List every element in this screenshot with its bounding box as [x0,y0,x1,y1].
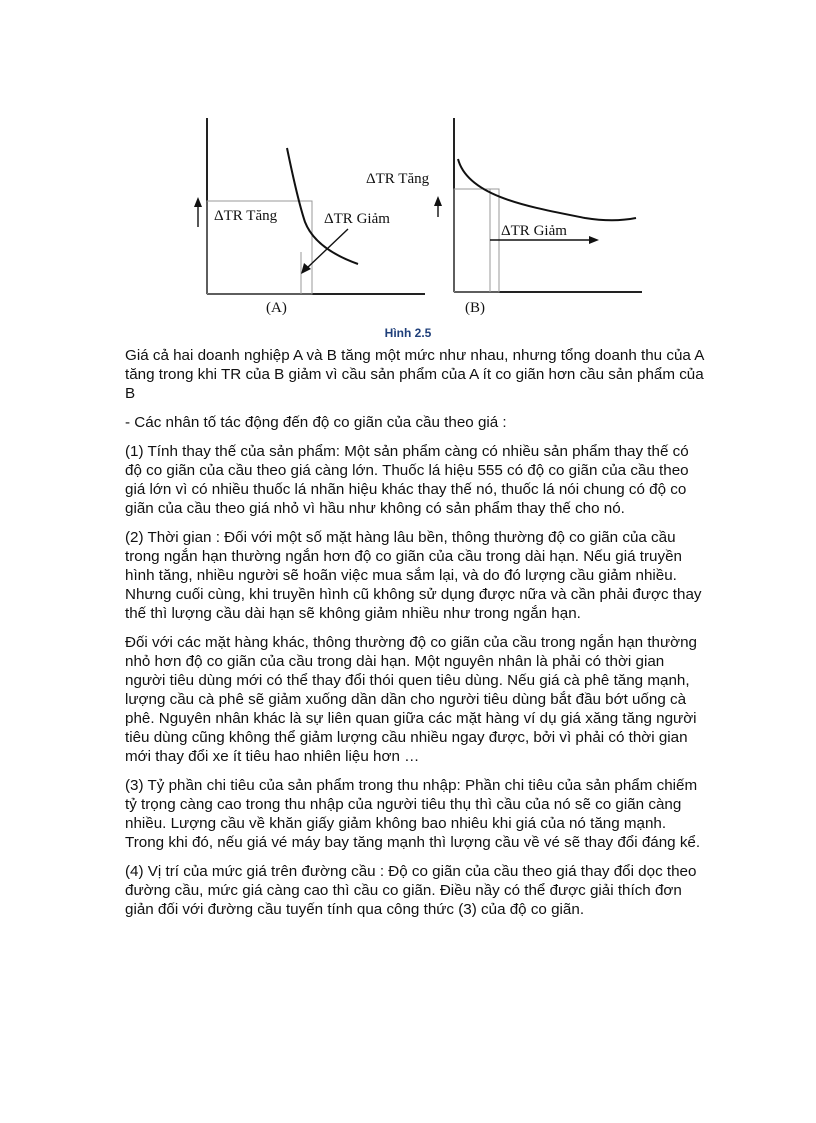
paragraph-income-share: (3) Tỷ phần chi tiêu của sản phẩm trong thu nhập: Phần chi tiêu của sản phẩm chiếm tỷ trọng càng cao trong thu nhập của người tiêu thụ thì cầu của nó sẽ co giãn càng nhiều. Lượng cầu về khăn giấy giảm không bao nhiêu khi giá của nó tăng mạnh. Trong khi đó, nếu giá vé máy bay tăng mạnh thì lượng cầu về vé sẽ thay đổi đáng kể. [125,777,701,851]
paragraph-substitutes: (1) Tính thay thế của sản phẩm: Một sản phẩm càng có nhiều sản phẩm thay thế có độ co giãn của cầu theo giá càng lớn. Thuốc lá hiệu 555 có độ co giãn của cầu theo giá lớn vì có nhiều thuốc lá nhãn hiệu khác thay thế nó, thuốc lá nói chung có độ co giãn của cầu theo giá nhỏ vì hầu như không có sản phẩm thay thế cho nó. [125,443,689,517]
panel-b-increase-label: ΔTR Tăng [366,171,430,187]
paragraph-price-position: (4) Vị trí của mức giá trên đường cầu : Độ co giãn của cầu theo giá thay đổi dọc theo đường cầu, mức giá càng cao thì cầu co giãn. Điều nầy có thể được giải thích đơn giản đối với đường cầu tuyến tính qua công thức (3) của độ co giãn. [125,863,697,918]
panel-a-up-arrow-head [194,197,202,207]
figure-2-5 [190,112,650,322]
panel-b [366,118,642,316]
panel-a [194,118,425,316]
panel-a-increase-label: ΔTR Tăng [214,208,278,224]
figure-caption: Hình 2.5 [384,326,432,340]
panel-b-decrease-arrow-head [589,236,599,244]
paragraph-time: (2) Thời gian : Đối với một số mặt hàng lâu bền, thông thường độ co giãn của cầu trong ngắn hạn thường ngắn hơn độ co giãn của cầu trong dài hạn. Nếu giá truyền hình tăng, nhiều người sẽ hoãn việc mua sắm lại, và do đó lượng cầu giảm nhiều. Nhưng cuối cùng, khi truyền hình cũ không sử dụng được nữa và cần phải được thay thế thì lượng cầu dài hạn sẽ không giảm nhiều như trong ngắn hạn. [125,529,702,622]
panel-b-up-arrow-head [434,196,442,206]
panel-b-caption: (B) [465,300,485,316]
paragraph-summary: Giá cả hai doanh nghiệp A và B tăng một mức như nhau, nhưng tổng doanh thu của A tăng trong khi TR của B giảm vì cầu sản phẩm của A ít co giãn hơn cầu sản phẩm của B [125,347,704,402]
panel-a-decrease-label: ΔTR Giảm [324,211,390,227]
body-text [125,346,705,929]
panel-a-decrease-arrow-head [301,263,311,274]
demand-elasticity-diagram [190,112,650,322]
panel-a-caption: (A) [266,300,287,316]
panel-a-demand-curve [287,148,358,264]
paragraph-factors-heading: - Các nhân tố tác động đến độ co giãn của cầu theo giá : [125,414,507,431]
panel-b-decrease-label: ΔTR Giảm [501,223,567,239]
paragraph-other-goods: Đối với các mặt hàng khác, thông thường độ co giãn của cầu trong ngắn hạn thường nhỏ hơn độ co giãn của cầu trong dài hạn. Một nguyên nhân là phải có thời gian người tiêu dùng mới có thể thay đổi thói quen tiêu dùng. Nếu giá cà phê tăng mạnh, lượng cầu cà phê sẽ giảm xuống dần dần cho người tiêu dùng bắt đầu bớt uống cà phê. Nguyên nhân khác là sự liên quan giữa các mặt hàng ví dụ giá xăng tăng người tiêu dùng cũng không thể giảm lượng cầu nhiều ngay được, bởi vì phải có thời gian mới thay đổi xe ít tiêu hao nhiên liệu hơn … [125,634,698,765]
panel-b-demand-curve [458,159,636,220]
